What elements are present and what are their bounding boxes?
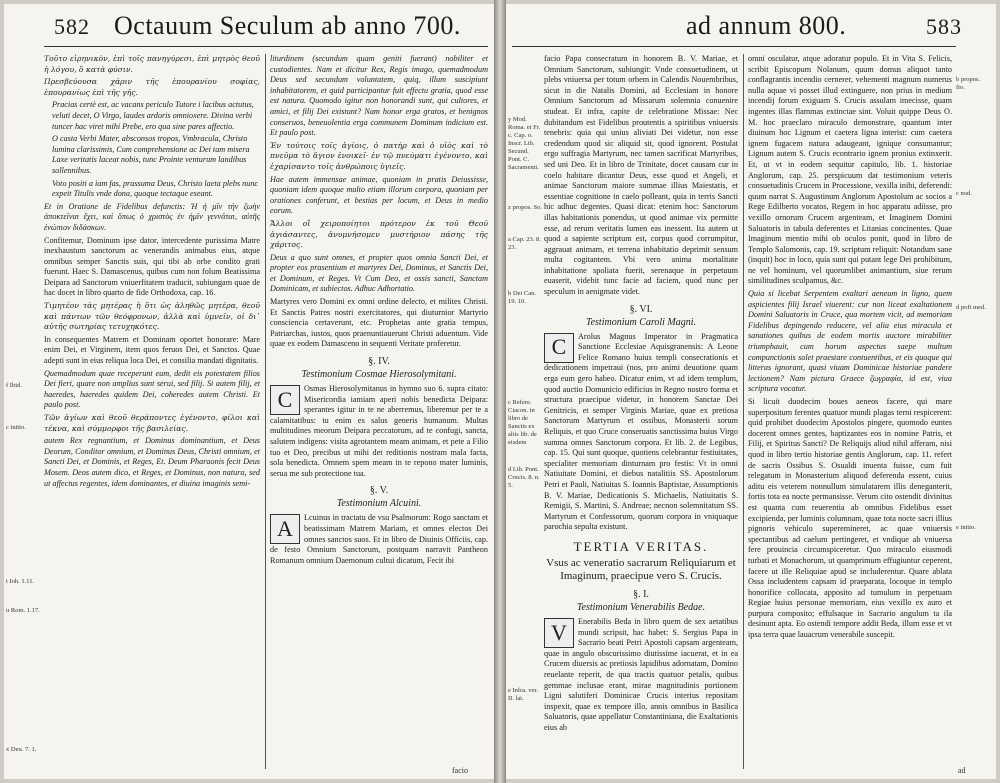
major-subheading: Vsus ac veneratio sacrarum Reliquiarum et Imaginum, praecipue vero S. Crucis. (546, 556, 736, 582)
text-paragraph: autem Rex regnantium, et Dominus dominantium, et Deus Deorum, Conditor omnium, et Dominus Deus, Christi omnium, et Sancti Dei, et Dominis, et Reges, Et. Deum Pharaonis fecit Deus Mosem. Deos autem dico, et Reges, et Dominus, non natura, sed ut affectus regentes, idem dominantes, et diuina imaginis semi- (44, 436, 260, 488)
right-header-rule (512, 46, 956, 47)
text-paragraph: Si licuit duodecim boues aeneos facere, qui mare superpositum ferentes quatuor mundi plagas terni respicerent: quid prohibet duodecim Apostolos pingere, quomodo euntes docerent omnes gentes, baptizantes eos in nomine Patris, et Filij, et Spiritus Sancti? De Reliquijs aliud nihil afferam, nisi quod in libro tertio historiae gentis Anglorum, cap. 11. refert de sacris Ossibus S. Osualdi inuenta fuisse, cum fuit relegatum in Monasterium aliquod deferenda essent, cuius aditu eis veterem nonnullum simulatarem illis deneganterit, fortis tota ea nocte permansisse. Verum cito ostendit divinitus est quanta cum reuerentia ab omnibus Fidelibus esset excipienda, per luminis columnam, quae tota nocte sacri illius pignoris vehiculo superemineret, ac quae vniuersis spectantibus ad caelum pertingeret, et vndique ab vniuersa fere prouincia circumspiceretur. Quo miraculo eiusmodi turbati et Monachorum, ut quamprimum effugiuntur ceperent, facere ut ille Reliquiae apud se includerentur. Quare ablata Ossa includentem capsam id praeparata, locoque in templo honorifice collocata, apposito ad tumulum in perpetuam Regiae huius personae memoriam, eius vexillo ex auro et purpura composito; effulsaque in Sacrario angulum ta ila desinunt apta. Eo ostendi tempore addit Beda, illum esse et vt ipsa terra quae lauacrum venerabile suscepit. (748, 397, 952, 640)
text-paragraph: Deus a quo sunt omnes, et propter quos omnia Sancti Dei, et propter eos prasentium et martyres Dei, Dominus, et Sanctis Dei, et Dominum, et Reges. Vt Cum Deo, et ossis sancti, Sanctam Dominicam, et subiectos. Adhuc Adhortatio. (270, 252, 488, 294)
left-margin-note: u Rom. 1.17. (6, 607, 40, 614)
right-page-number: 583 (926, 14, 962, 39)
text-paragraph: Τοῦτο εἰρηνικὸν, ἐπὶ τοῖς πανηγύρεσι, ἐπὶ μητρὸς θεοῦ ἡ λόγου, ὃ κατὰ φύσιν. (44, 54, 260, 74)
section-number: §. I. (633, 588, 649, 600)
section-text: Enerabilis Beda in libro quem de sex aetatibus mundi scripsit, hac habet: S. Sergius Papa in Sacrario beati Petri Apostoli capsam argenteam, quae in angulo obscurissimo diutissime iacuerat, et in ea Crucem diuersis ac pretiosis lapidibus adornatam, Domino reuelante reperit, de qua tractis quatuor petalis, quibus gemmae inclusae erant, mirae magnitudinis portionem Ligni salutiferi Dominicae Crucis interius repositam inspexit, quae ex tempore illo, annis omnibus in Basilica Saluatoris, quae appellatur Constantiniana, die Exaltationis eius ab (544, 616, 738, 732)
section-body (270, 513, 488, 566)
text-paragraph: Τιμητέον τὰς μητέρας ἡ ὅτι ὡς ἀληθῶς μητέρα, θεοῦ καὶ πάντων τῶν θεόφρονων, ἀλλὰ καὶ ὑμνεῖν, οἱ δι᾽ αὐτῆς σωτηρίας τετυχηκότες. (44, 301, 260, 332)
section-number: §. VI. (629, 303, 653, 315)
section-text: Lcuinus in tractatu de vsu Psalmorum: Rogo sanctam et beatissimam Matrem Mariam, et omnes electos Dei omnes sanctos suos. Et in libro de Diuinis Officiis, cap. de festo Omnium Sanctorum, postquam narravit Pantheon Romanum omnium Daemonum cultui dicatum, Fecit ibi (270, 513, 488, 565)
text-paragraph: Ἐν τούτοις τοῖς ἁγίοις, ὁ πατὴρ καὶ ὁ υἱὸς καὶ τὸ πνεῦμα τὸ ἅγιον ἐνοικεῖ· ἐν τῷ πνεύματι ἐγένοντο, καὶ ἐχαρίσαντο τοῖς ἀνθρώποις ὑγιεῖς. (270, 140, 488, 171)
right-outer-margin-note: c nod. (956, 190, 972, 197)
right-margin-note: a Cap. 23. 8. 23. (508, 236, 541, 251)
catchword: ad (958, 766, 966, 775)
right-margin-note: d Lib. Pont. Crucis. 8. n. 5. (508, 466, 540, 489)
left-running-title: Octauum Seculum ab anno 700. (114, 11, 461, 40)
section-number: §. IV. (368, 356, 390, 368)
right-running-title: ad annum 800. (686, 11, 847, 40)
section-text: Arolus Magnus Imperator in Pragmatica Sanctione Ecclesiae Aquisgranensis: A Leone Felice Romano huius templi consecrationis et dedicationem impetraui (nos, pro animi deuotione quam erga eum gero habeo. Dicatur enim, vt ad idem templum, quod auctio Domunicio edificius in Regno nostro forma et structura praecipue videtur, in honorem Sanctae Dei Genitricis, et semper Virginis Mariae, quae ex pretiosa Sanctorum Martyrum et ossibus, Monasterii sorum Reliquis, et quo Cruce conseruatis sanctissima huius Virgo summa omnes Sanctorum corpora. Et lib. 2. de Legibus, cap. 15. Qui sunt quoque, quotiens celebrantur festiuitates, specialiter memoriam dinturnam pro festis: Vt in omni Natiuitate Domini, et diebus natalitiis SS. Apostolorum Petri et Pauli, Natiuitas S. Ioannis Baptistae, Assumptionis B. V. Mariae, Dedicationis S. Michaelis, Natiuitatis S. Remigii, S. Martini, S. Andreae; necnon solemnitatum SS. Martyrum et Confessorum, quorum corpora in vniquaque parochia sepulta existunt. (544, 331, 738, 532)
text-paragraph: Ἄλλοι οἳ χειροποίητοι πρότερον ἐκ τοῦ Θεοῦ ἁγιάσαντες, ἀνυμνήσομεν μυστήριον πάσης τῆς χάριτος. (270, 218, 488, 250)
right-margin-note: e Infra. ver. II. lat. (508, 687, 538, 702)
section-heading: Testimonium Caroli Magni. (585, 316, 697, 328)
right-margin-note: c Refere. Ciacon. in libro de Sanctis ex aliis lib. de eisdem (508, 399, 537, 446)
left-margin-note: f Ibid. (6, 382, 22, 389)
section-heading: Testimonium Cosmae Hierosolymitani. (301, 369, 457, 381)
left-column-1 (44, 54, 260, 769)
text-paragraph: Hae autem immensae animae, quoniam in pratis Deiussisse, quoniam idem quoque multo etiam illorum corpora, quoniam per orationes conferunt, et bestias per locum, et Deus in medio eorum. (270, 174, 488, 216)
left-margin-note: t Ioh. 1.11. (6, 578, 35, 585)
right-column-1 (544, 54, 738, 769)
drop-cap: C (544, 333, 574, 363)
right-outer-margin-note: d poft med. (956, 304, 986, 311)
text-paragraph: O casta Verbi Mater, absconsos tropos, Vmbracula, Christo lumina clarissimis, Cum comprehensione ac Dei tam misera Laxe veritatis laceat nobis, tunc Prointe venturum landibus sollennibus. (52, 134, 250, 175)
section-number: §. V. (369, 485, 389, 497)
book-gutter (494, 0, 506, 783)
left-page-number: 582 (54, 14, 90, 39)
text-paragraph: Confitemur, Dominum ipse dator, intercedente purissima Matre inexhaustum sanctorum ac venerandis animabus eius, atque omnibus semper Sanctis suis, qui tibi ab orbe condito grati fuerunt. Haec S. Damascenus, quibus cum non folum Beatissima Deipara ad Sanctorum vniuerfitatem traducit, subiungam quae de hac docet in libro quarto de fide Orthodoxa, cap. 16. (44, 235, 260, 298)
right-outer-margin-note: e initio. (956, 524, 976, 531)
left-column-2 (270, 54, 488, 769)
text-paragraph: liturdinem (secundum quam geniti fuerant) nobiliter et custodientes. Nam et dicitur Rex, Regis imago, quemadmodum Deus sed secundum voluntatem, quiq, illum suscipiunt inhabitatorem, et quid participantur fuit effectu gratia, quod esse est natura. Quomodo igitur non honorandi sunt, qui cultores, et amici, et filij Dei existunt? Nam honor erga gratos, et benignos conseruos, beneuolentia erga communem Dominum indicium est. Et paulo post. (270, 54, 488, 138)
text-paragraph: Quia si licebat Serpentem exaltari aeneum in ligno, quem aspicientes filij Israel viuerent: cur non liceat exaltationem Domini Saluatoris in Cruce, qua mortem vicit, ad memoriam Fidelibus depingendo reducere, vel alia eius miracula et sanationes quibus de eodem mortis auctore mirabiliter triumphauit, cum horum aspectus saepe multum compunctionis solet praestare contuentibus, et eis quoque qui litteras ignorant, quasi viuam Dominicae historiae pandere lectionem? Nam pictura Graece ζωγραφία, id est, viua scriptura vocatur. (748, 289, 952, 394)
text-paragraph: omni osculatur, atque adoratur populo. Et in Vita S. Felicis, scribit Episcopum Nolanum, quum domus aliquot tanto conflagrantis incendio cernerer, vehementi magnum numerus nulla aquae vi posset illud extinguere, non prius in medium incendij forum exiguam S. Crucis assulam imecisse, quam ingentes illas flammas extinctae sint. Voluit quippe Deus O. M. hoc praeclaro miraculo demonstrare, quantum inter diuinum hoc Lignum et caetera ligna interist: cum caetera ignem fugacem natura adaugeant, ignique consumantur; Lignum autem S. Crucis econtrario ignem pronius extinxerit. Et, ut vt in eodem sequitur capitulo, lib. 1. historiae Anglorum, cap. 25. perspicuum dat testimonium veteris consuetudinis Crucem in Processione, vexilla inibi, deferendi: quum narrat S. Augustinum Anglorum Apostolum ac socios a Rege Edilberto vocatos, Regem in hoc apparatu adiisse, pro vexillo ornorum Crucem argenteam, et Imaginem Domini Saluatoris in tabula deferentes et Litanias concinentes. Quae Imaginum mentio mihi ob oculos ponit, quod in libro de Templo Salomonis, cap. 19. scriptum reliquit: Notandum sane (inquit) hoc in loco, quia sunt qui putant lege Dei prohibitum, ne vel hominum, vel quorumlibet animantium, siue rerum similitudines sculpamus, &c. (748, 54, 952, 286)
text-paragraph: Τῶν ἁγίων καὶ θεοῦ θεράποντες ἐγένοντο, φίλοι καὶ τέκνα, καὶ σύμμορφοι τῆς βασιλείας. (44, 413, 260, 433)
text-paragraph: Voto positi a iam fas, prassuma Deus, Christo laeta plebs nunc expeit Titulis vnde dona, quoque tectaque eseant. (52, 178, 259, 199)
major-heading: TERTIA VERITAS. (573, 538, 709, 554)
text-paragraph: Et in Oratione de Fidelibus defunctis: Ἡ ἡ μῖν τὴν ζωὴν ἀποκτεῖναι ἔχει, καὶ ὅπως ὁ χριστὸς ἐν ἡμῖν γεννᾶται, αὐτῆς ἐνώπιον διδάσκων. (44, 201, 260, 232)
column-divider (265, 54, 266, 769)
section-body (544, 617, 738, 734)
catchword: facio (452, 766, 468, 775)
text-paragraph: Pracias certè est, ac vacans periculo Tutore i lacibus actutus, veluti decet, O Virgo, laudes ardoris omnioxere. Divina verbi tuncer hac viret mihi Prebe, ero qua sine pares affectio. (52, 100, 254, 131)
text-paragraph: Martyres vero Domini ex omni ordine delecto, et milites Christi. Et Sanctis Patres nostri exercitatores, qui diuturnior Martyrio consciencia certaverunt, etc. Prophetas ante gratia tempus, Patriarchas, iustos, quos praenuntiauerunt Christi aduentum. Vide quae ex eodem Damasceno in sequenti Veritate proferetur. (270, 297, 488, 349)
section-body (270, 384, 488, 479)
right-outer-margin-note: b propos. fio. (956, 76, 981, 91)
section-heading: Testimonium Venerabilis Bedae. (576, 601, 706, 613)
drop-cap: C (270, 385, 300, 415)
right-page (506, 4, 996, 779)
right-margin-note: y Mod. Roma. et Fr. c. Cap. o. Inscr. Lib. Secund. Pont. C. Sacramenti. (508, 116, 541, 171)
left-margin-note: c initio. (6, 424, 26, 431)
text-paragraph: Πρεσβεύουσα χάριν τῆς ἐπουρανίου σοφίας, ἐπουρανίως ἐπὶ τῆς γῆς. (44, 77, 260, 97)
left-page (4, 4, 494, 779)
text-paragraph: In consequentes Matrem et Dominam oportet honorare: Mare enim Dei, et Virginem, item quos feruos Dei, et Sanctos. Quae adepti sunt in eius reliqua loca Dei, et consilia mandati dignitatis. (44, 334, 260, 366)
drop-cap: V (544, 618, 574, 648)
section-body (544, 332, 738, 533)
text-paragraph: facio Papa consecratum in honorem B. V. Mariae, et Omnium Sanctorum, subiungit: Vnde consuetudinem, ut plebs vniuersa per totum orbem in Calendis Nouembribus, sicut in die Natalis Domini, ad Ecclesiam in honore Omnium Sanctorum ad Missarum solemnia conuenire studeat. Et infra, capite de celebratione Missae: Nec dubitandum est Fidelibus proutentis a spiritibus vniuersis tenebris: quia qui unius aliviati Dei videtur, non esse credendum quod sic aliquid sit, quod ignorent. Postulat ergo suffragia Martyrum, nec tamen sacrificat Martyribus, sed uni Deo. Et in libro de Trinitate, docet causam cur in coelo habitare dicantur Deus, esse quod et Angeli, et animae Sanctorum maiore summae illius Maiestatis, et essentiae cognitione in caelo polleant, quia in terris Sancti hic adhuc degentes. Quasi dicat: etenim hoc: Sanctorum illas habitationis ponendus, ut quod animae vix permitte esse, ad rerum veritatis lumen eas inessent. Ita autem ut quod a sapiente scriptum est, corpus quod corrumpitur, aggrauat animam, et terrena inhabitatio deprimit sensum multa cogitantem. Vbi vero anima mortalitate inhabitatione spoliata fuerit, serenaque in perpetuum euaserit, videbit tunc facie ad faciem, quod nunc per speculum in aenigmate videt. (544, 54, 738, 297)
section-text: Osmas Hierosolymitanus in hymno suo 6. supra citato: Misericordia iamiam aperi nobis benedicta Deipara: sperantes igitur in te ne aberremus, liberemur per te a calamitatibus: tu enim es salus generis humanum. Multas multitudines meorum Deipara peccatorum, ad te confugi, sancta, salutem indigens: visita agrotantem meam animam, et pete a Filio tuo et Deo, precibus ut mihi det reditionis nostram mala facta, sola benedicta. Omnem spem meam in te repono mater luminis, serua me sub protectione tua. (270, 384, 488, 478)
right-margin-note: b Dei Can. 19. 10. (508, 290, 536, 305)
left-header-rule (44, 46, 488, 47)
drop-cap: A (270, 514, 300, 544)
right-margin-note: z propos. So. (508, 204, 542, 211)
column-divider (743, 54, 744, 769)
section-heading: Testimonium Alcuini. (336, 498, 422, 510)
right-column-2 (748, 54, 952, 769)
left-margin-note: x Deu. 7. 1. (6, 746, 37, 753)
text-paragraph: Quemadmodum quae receperunt eum, dedit eis potestatem filios Dei fieri, quare non amplius sunt serui, sed filij. Si autem filij, et haeredes, haeredes quidem Dei, coheredes autem Christi. Et paulo post. (44, 368, 260, 410)
